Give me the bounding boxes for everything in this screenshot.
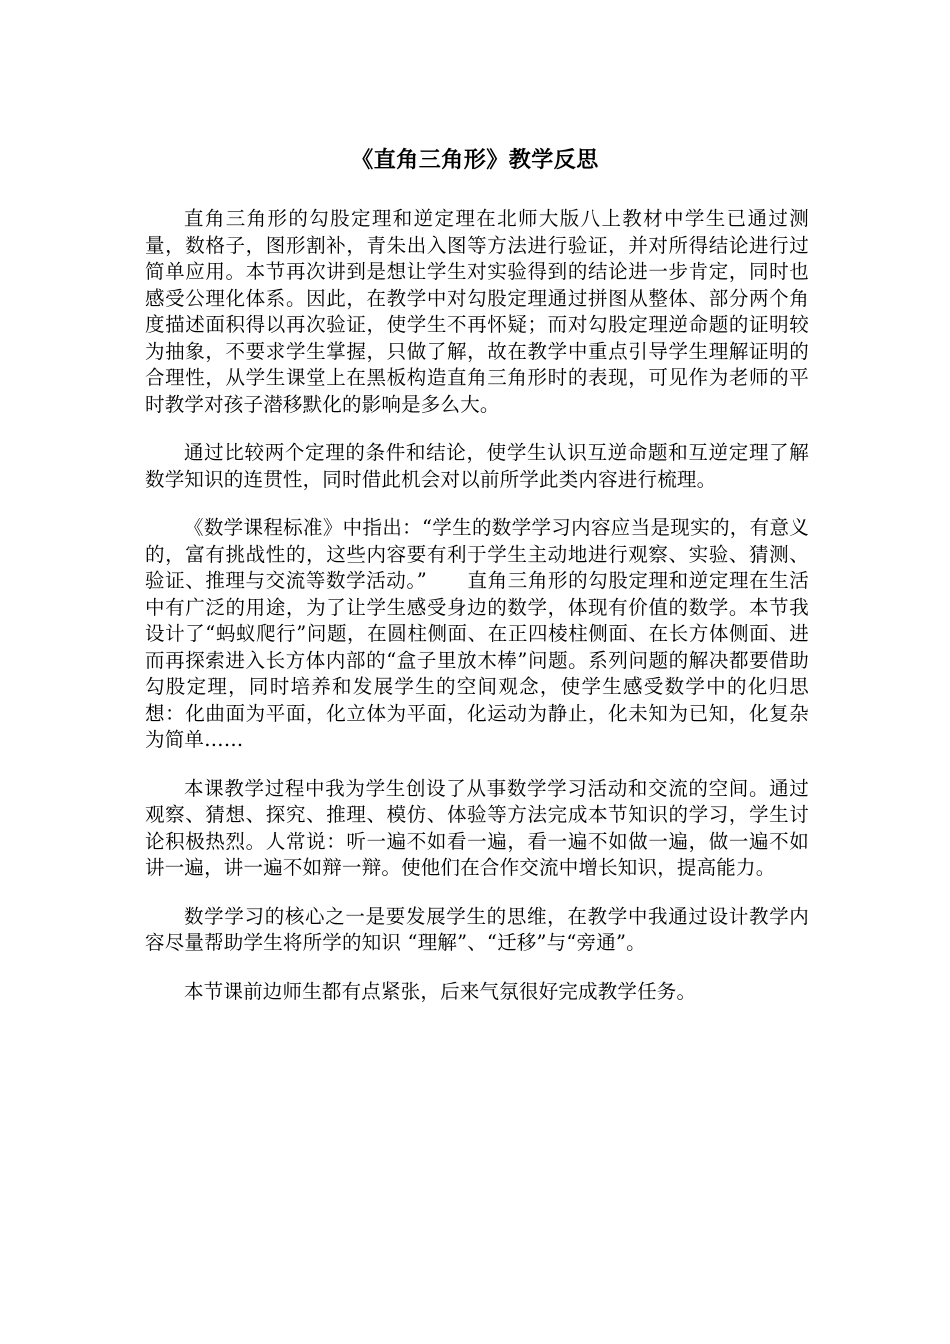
document-body [145,206,809,1027]
paragraph-6: 本节课前边师生都有点紧张，后来气氛很好完成教学任务。 [184,979,697,1003]
paragraph-1: 直角三角形的勾股定理和逆定理在北师大版八上教材中学生已通过测量，数格子，图形割补，青朱出入图等方法进行验证，并对所得结论进行过简单应用。本节再次讲到是想让学生对实验得到的结论进一步肯定，同时也感受公理化体系。因此，在教学中对勾股定理通过拼图从整体、部分两个角度描述面积得以再次验证，使学生不再怀疑；而对勾股定理逆命题的证明较为抽象，不要求学生掌握，只做了解，故在教学中重点引导学生理解证明的合理性，从学生课堂上在黑板构造直角三角形时的表现，可见作为老师的平时教学对孩子潜移默化的影响是多么大。 [145,207,809,416]
paragraph-3: 《数学课程标准》中指出：“学生的数学学习内容应当是现实的，有意义的，富有挑战性的，这些内容要有利于学生主动地进行观察、实验、猜测、验证、推理与交流等数学活动。” 直角三角形的勾股定理和逆定理在生活中有广泛的用途，为了让学生感受身边的数学，体现有价值的数学。本节我设计了“蚂蚁爬行”问题，在圆柱侧面、在正四棱柱侧面、在长方体侧面、进而再探索进入长方体内部的“盒子里放木棒”问题。系列问题的解决都要借助勾股定理，同时培养和发展学生的空间观念，使学生感受数学中的化归思想：化曲面为平面，化立体为平面，化运动为静止，化未知为已知，化复杂为简单…… [145,516,809,751]
paragraph-5: 数学学习的核心之一是要发展学生的思维，在教学中我通过设计教学内容尽量帮助学生将所学的知识 “理解”、“迁移”与“旁通”。 [145,904,809,954]
document-title: 《直角三角形》教学反思 [351,148,599,173]
paragraph-4: 本课教学过程中我为学生创设了从事数学学习活动和交流的空间。通过观察、猜想、探究、推理、模仿、体验等方法完成本节知识的学习，学生讨论积极热烈。人常说：听一遍不如看一遍，看一遍不如做一遍，做一遍不如讲一遍，讲一遍不如辩一辩。使他们在合作交流中增长知识，提高能力。 [145,776,809,879]
paragraph-2: 通过比较两个定理的条件和结论，使学生认识互逆命题和互逆定理了解数学知识的连贯性，同时借此机会对以前所学此类内容进行梳理。 [145,441,809,491]
